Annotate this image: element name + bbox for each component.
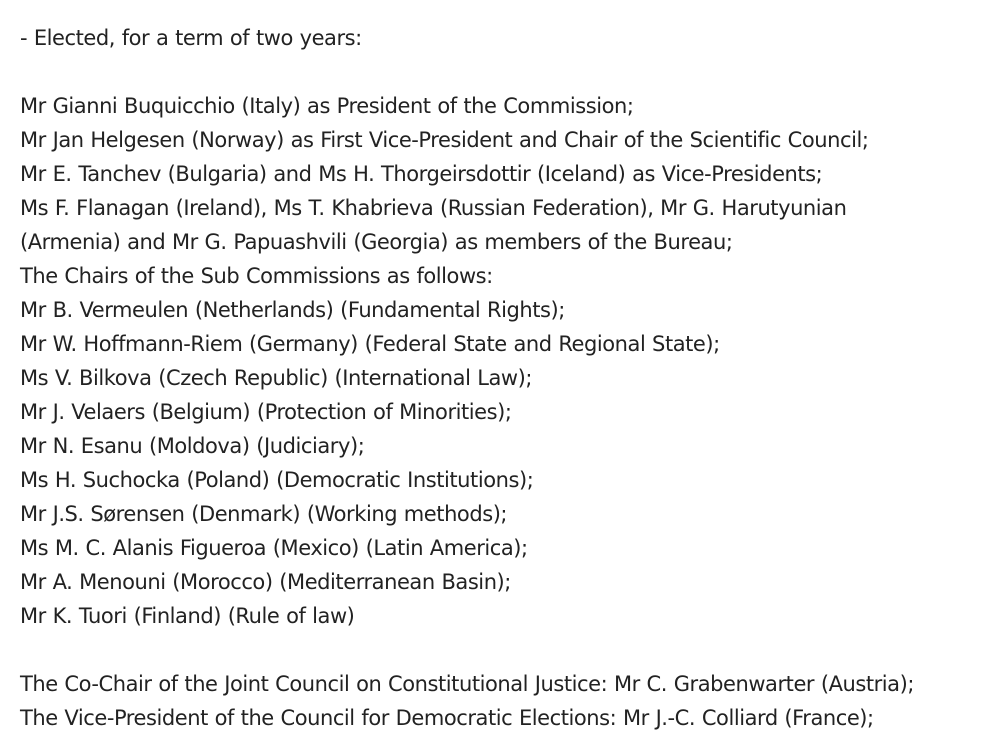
subcommission-chair: Mr J.S. Sørensen (Denmark) (Working methods);: [20, 502, 508, 526]
subcommission-chair: Mr J. Velaers (Belgium) (Protection of Minorities);: [20, 400, 512, 424]
subcommission-chair: Mr A. Menouni (Morocco) (Mediterranean Basin);: [20, 570, 511, 594]
intro-line: - Elected, for a term of two years:: [20, 26, 362, 50]
bureau-line: Ms F. Flanagan (Ireland), Ms T. Khabrieva (Russian Federation), Mr G. Harutyunian: [20, 196, 847, 220]
subcommission-chair: Ms V. Bilkova (Czech Republic) (International Law);: [20, 366, 532, 390]
subcommission-chair: Mr W. Hoffmann-Riem (Germany) (Federal State and Regional State);: [20, 332, 720, 356]
paragraph-gap: [20, 633, 990, 667]
bureau-line: Mr Jan Helgesen (Norway) as First Vice-President and Chair of the Scientific Council;: [20, 128, 869, 152]
subcommission-chair: Mr N. Esanu (Moldova) (Judiciary);: [20, 434, 365, 458]
bureau-line: (Armenia) and Mr G. Papuashvili (Georgia) as members of the Bureau;: [20, 230, 733, 254]
document-body: [20, 21, 990, 735]
subcommission-chair: Mr B. Vermeulen (Netherlands) (Fundamental Rights);: [20, 298, 565, 322]
bureau-line: Mr Gianni Buquicchio (Italy) as President of the Commission;: [20, 94, 634, 118]
subcommission-chair: Mr K. Tuori (Finland) (Rule of law): [20, 604, 355, 628]
subcommission-chair: Ms M. C. Alanis Figueroa (Mexico) (Latin America);: [20, 536, 528, 560]
subcommission-chair: Ms H. Suchocka (Poland) (Democratic Institutions);: [20, 468, 534, 492]
subcommissions-heading: The Chairs of the Sub Commissions as follows:: [20, 264, 493, 288]
bureau-line: Mr E. Tanchev (Bulgaria) and Ms H. Thorgeirsdottir (Iceland) as Vice-Presidents;: [20, 162, 823, 186]
paragraph-gap: [20, 55, 990, 89]
council-line: The Co-Chair of the Joint Council on Constitutional Justice: Mr C. Grabenwarter (Austria);: [20, 672, 914, 696]
council-line: The Vice-President of the Council for Democratic Elections: Mr J.-C. Colliard (France);: [20, 706, 874, 730]
